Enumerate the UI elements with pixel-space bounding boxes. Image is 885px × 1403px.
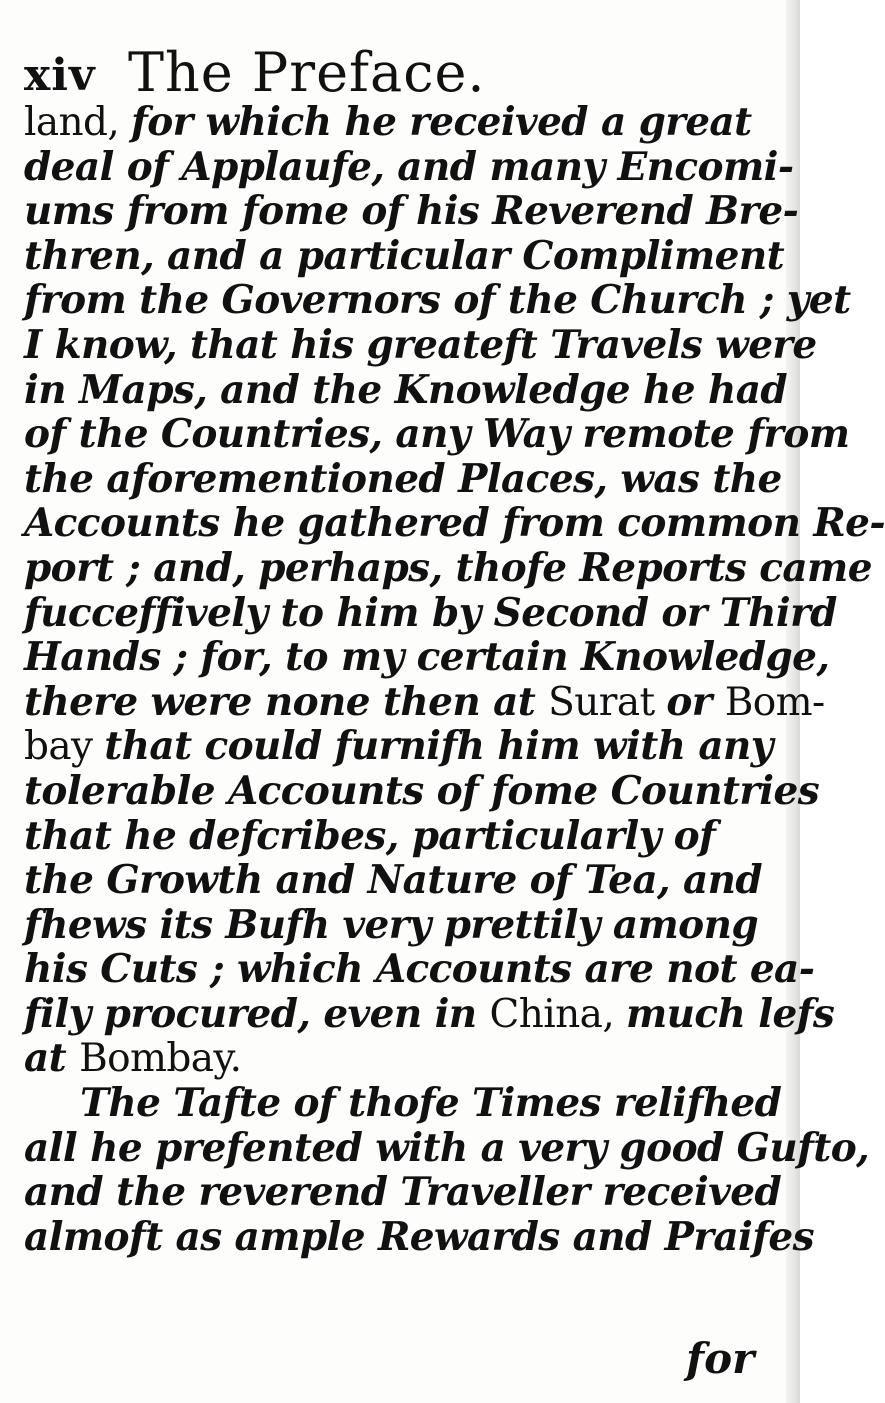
italic-run: fily procured, even in [24,990,490,1037]
italic-run: port ; and, perhaps, thofe Reports came [24,544,872,591]
roman-run: Bombay. [79,1036,242,1082]
text-line [24,234,784,279]
roman-run: land, [24,100,132,145]
text-line [24,366,788,413]
roman-run: Surat [548,679,667,725]
text-line [24,1081,784,1126]
italic-run: almoft as ample Rewards and Praifes [24,1213,814,1260]
text-line [24,1124,870,1171]
body-text [24,99,885,1260]
text-line [24,1213,814,1260]
italic-run: deal of Applaufe, and many Encomi- [24,143,794,190]
page-number: xiv [24,50,96,101]
text-line [24,321,817,368]
italic-run: fucceffively to him by Second or Third [24,589,837,636]
italic-run: that he defcribes, particularly of [24,812,716,859]
italic-run: at [24,1035,80,1082]
running-head: The Preface. [128,41,486,104]
italic-run: his Cuts ; which Accounts are not ea- [24,946,815,993]
text-line [24,903,784,948]
italic-run: fhews its Bufh very prettily among [24,901,759,948]
italic-run: and the reverend Traveller received [24,1169,782,1216]
text-line [24,411,850,458]
italic-run: much lefs [625,990,835,1037]
italic-run: for which he received a great [131,99,752,145]
italic-run: the aforementioned Places, was the [24,455,782,502]
text-line [24,634,830,681]
page-header [24,38,764,108]
text-line [24,767,820,814]
text-line [24,814,784,859]
italic-run: The Tafte of thofe Times relifhed [80,1080,782,1127]
roman-run: China, [489,991,626,1037]
italic-run: that could furnifh him with any [104,723,773,770]
roman-run: Bom- [724,679,825,725]
text-line [24,858,784,903]
text-line [24,990,835,1037]
text-line [24,277,851,324]
italic-run: of the Countries, any Way remote from [24,411,850,458]
italic-run: from the Governors of the Church ; yet [24,277,851,324]
italic-run: I know, that his greateft Travels were [24,321,817,368]
text-line [24,678,825,725]
italic-run: all he prefented with a very good Gufto, [24,1124,870,1171]
italic-run: there were none then at [24,678,549,725]
text-line [24,457,784,502]
text-line [24,1170,784,1215]
text-line [24,143,794,190]
text-line [24,589,837,636]
italic-run: Accounts he gathered from common Re- [24,500,885,547]
italic-run: the Growth and Nature of Tea, and [24,857,763,904]
text-line [24,946,815,993]
roman-run: bay [24,724,105,770]
italic-run: tolerable Accounts of fome Countries [24,767,820,814]
italic-run: Hands ; for, to my certain Knowledge, [24,634,830,681]
text-line [24,724,784,769]
catchword: for [686,1334,755,1383]
italic-run: in Maps, and the Knowledge he had [24,366,788,413]
italic-run: ums from fome of his Reverend Bre- [24,188,799,235]
italic-run: thren, and a particular Compliment [24,232,785,279]
italic-run: or [666,678,725,725]
text-line [24,544,872,591]
text-line [24,100,784,145]
text-line [24,500,885,547]
text-line [24,1036,784,1081]
text-line [24,188,799,235]
